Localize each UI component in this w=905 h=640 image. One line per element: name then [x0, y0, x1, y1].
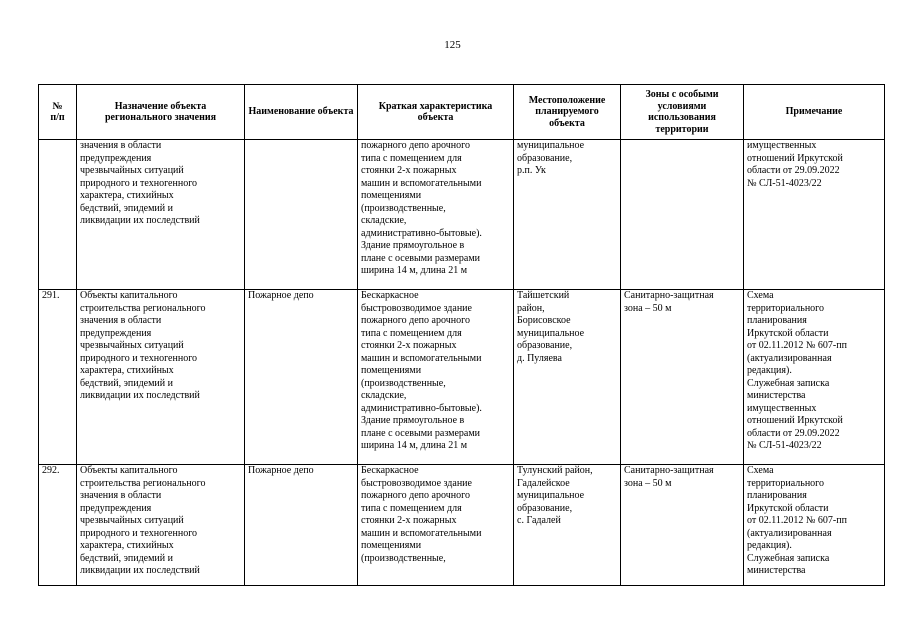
- header-note: Примечание: [744, 85, 885, 140]
- objects-table: [38, 84, 885, 586]
- row-number-cell: [39, 140, 77, 290]
- header-name: Наименование объекта: [245, 85, 358, 140]
- row-location-cell: Тайшетский район, Борисовское муниципальное образование, д. Пуляева: [514, 290, 621, 465]
- row-name-cell: Пожарное депо: [245, 290, 358, 465]
- row-name-cell: Пожарное депо: [245, 465, 358, 586]
- row-location-cell: Тулунский район, Гадалейское муниципальное образование, с. Гадалей: [514, 465, 621, 586]
- row-zones-cell: Санитарно-защитная зона – 50 м: [621, 290, 744, 465]
- row-purpose-cell: Объекты капитального строительства регионального значения в области предупреждения чрезвычайных ситуаций природного и техногенного характера, стихийных бедствий, эпидемий и ликвидации их последствий: [77, 465, 245, 586]
- table-row: [39, 290, 885, 465]
- row-zones-cell: [621, 140, 744, 290]
- row-note-cell: имущественных отношений Иркутской области от 29.09.2022 № СЛ-51-4023/22: [744, 140, 885, 290]
- table-header-row: [39, 85, 885, 140]
- table-row: [39, 140, 885, 290]
- row-note-cell: Схема территориального планирования Иркутской области от 02.11.2012 № 607-пп (актуализированная редакция). Служебная записка министерства: [744, 465, 885, 586]
- row-description-cell: пожарного депо арочного типа с помещением для стоянки 2-х пожарных машин и вспомогательными помещениями (производственные, складские, административно-бытовые). Здание прямоугольное в плане с осевыми размерами ширина 14 м, длина 21 м: [358, 140, 514, 290]
- header-description: Краткая характеристика объекта: [358, 85, 514, 140]
- row-purpose-cell: Объекты капитального строительства регионального значения в области предупреждения чрезвычайных ситуаций природного и техногенного характера, стихийных бедствий, эпидемий и ликвидации их последствий: [77, 290, 245, 465]
- header-purpose: Назначение объекта регионального значения: [77, 85, 245, 140]
- page-number: 125: [444, 39, 461, 51]
- row-description-cell: Бескаркасное быстровозводимое здание пожарного депо арочного типа с помещением для стоянки 2-х пожарных машин и вспомогательными помещениями (производственные, складские, административно-бытовые). Здание прямоугольное в плане с осевыми размерами ширина 14 м, длина 21 м: [358, 290, 514, 465]
- row-note-cell: Схема территориального планирования Иркутской области от 02.11.2012 № 607-пп (актуализированная редакция). Служебная записка министерства имущественных отношений Иркутской области от 29.09.2022 № СЛ-51-4023/22: [744, 290, 885, 465]
- row-purpose-cell: значения в области предупреждения чрезвычайных ситуаций природного и техногенного характера, стихийных бедствий, эпидемий и ликвидации их последствий: [77, 140, 245, 290]
- header-number: № п/п: [39, 85, 77, 140]
- row-name-cell: [245, 140, 358, 290]
- table-row: [39, 465, 885, 586]
- header-location: Местоположение планируемого объекта: [514, 85, 621, 140]
- row-number-cell: 291.: [39, 290, 77, 465]
- row-location-cell: муниципальное образование, р.п. Ук: [514, 140, 621, 290]
- row-zones-cell: Санитарно-защитная зона – 50 м: [621, 465, 744, 586]
- row-description-cell: Бескаркасное быстровозводимое здание пожарного депо арочного типа с помещением для стоянки 2-х пожарных машин и вспомогательными помещениями (производственные,: [358, 465, 514, 586]
- row-number-cell: 292.: [39, 465, 77, 586]
- header-zones: Зоны с особыми условиями использования территории: [621, 85, 744, 140]
